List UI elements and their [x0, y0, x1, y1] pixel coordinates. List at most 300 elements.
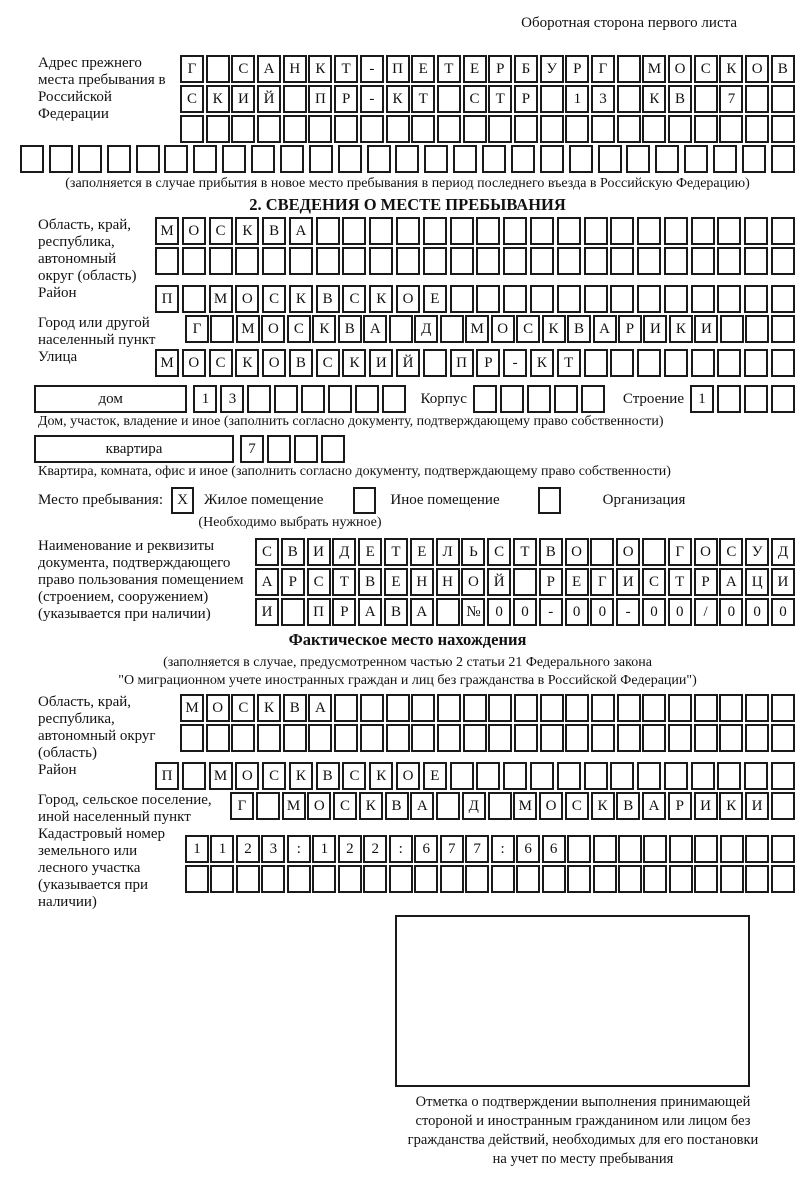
char-cell[interactable]: А — [289, 217, 313, 245]
char-cell[interactable] — [280, 145, 304, 173]
char-cell[interactable] — [745, 694, 769, 722]
char-cell[interactable] — [617, 115, 641, 143]
char-cell[interactable]: 1 — [185, 835, 209, 863]
char-cell[interactable] — [565, 115, 589, 143]
char-cell[interactable] — [360, 694, 384, 722]
char-cell[interactable]: С — [231, 694, 255, 722]
char-cell[interactable] — [584, 217, 608, 245]
char-cell[interactable]: С — [487, 538, 511, 566]
char-cell[interactable]: М — [155, 349, 179, 377]
char-cell[interactable]: С — [342, 285, 366, 313]
char-cell[interactable]: Т — [437, 55, 461, 83]
char-cell[interactable]: 0 — [513, 598, 537, 626]
char-cell[interactable]: 6 — [414, 835, 438, 863]
char-cell[interactable] — [744, 385, 768, 413]
char-cell[interactable] — [664, 285, 688, 313]
char-cell[interactable] — [206, 115, 230, 143]
char-cell[interactable] — [745, 835, 769, 863]
char-cell[interactable]: 6 — [542, 835, 566, 863]
char-cell[interactable] — [637, 285, 661, 313]
char-cell[interactable] — [771, 385, 795, 413]
char-cell[interactable] — [554, 385, 578, 413]
char-cell[interactable] — [691, 349, 715, 377]
char-cell[interactable] — [610, 247, 634, 275]
char-cell[interactable] — [488, 724, 512, 752]
char-cell[interactable]: С — [565, 792, 589, 820]
char-cell[interactable] — [247, 385, 271, 413]
char-cell[interactable] — [516, 865, 540, 893]
city2-row[interactable] — [230, 792, 795, 820]
char-cell[interactable]: П — [307, 598, 331, 626]
char-cell[interactable] — [334, 115, 358, 143]
char-cell[interactable]: Д — [414, 315, 438, 343]
char-cell[interactable] — [745, 115, 769, 143]
char-cell[interactable]: О — [206, 694, 230, 722]
char-cell[interactable] — [581, 385, 605, 413]
char-cell[interactable]: С — [463, 85, 487, 113]
char-cell[interactable] — [476, 285, 500, 313]
region-row-1[interactable] — [155, 217, 795, 245]
char-cell[interactable]: Е — [410, 538, 434, 566]
char-cell[interactable]: К — [719, 792, 743, 820]
char-cell[interactable]: С — [719, 538, 743, 566]
district2-row[interactable] — [155, 762, 795, 790]
char-cell[interactable]: А — [257, 55, 281, 83]
char-cell[interactable] — [745, 85, 769, 113]
char-cell[interactable] — [669, 835, 693, 863]
char-cell[interactable] — [155, 247, 179, 275]
char-cell[interactable]: № — [461, 598, 485, 626]
char-cell[interactable] — [617, 85, 641, 113]
char-cell[interactable] — [360, 115, 384, 143]
char-cell[interactable] — [745, 315, 769, 343]
char-cell[interactable] — [717, 385, 741, 413]
char-cell[interactable]: Ц — [745, 568, 769, 596]
char-cell[interactable]: В — [281, 538, 305, 566]
char-cell[interactable] — [664, 762, 688, 790]
char-cell[interactable]: 3 — [220, 385, 244, 413]
char-cell[interactable] — [617, 724, 641, 752]
region2-row-1[interactable] — [180, 694, 795, 722]
region2-row-2[interactable] — [180, 724, 795, 752]
char-cell[interactable] — [694, 115, 718, 143]
char-cell[interactable] — [617, 694, 641, 722]
char-cell[interactable]: Б — [514, 55, 538, 83]
char-cell[interactable]: К — [308, 55, 332, 83]
char-cell[interactable] — [436, 598, 460, 626]
char-cell[interactable] — [593, 835, 617, 863]
char-cell[interactable] — [476, 217, 500, 245]
char-cell[interactable] — [643, 865, 667, 893]
char-cell[interactable]: М — [155, 217, 179, 245]
char-cell[interactable]: В — [289, 349, 313, 377]
char-cell[interactable] — [482, 145, 506, 173]
char-cell[interactable] — [78, 145, 102, 173]
char-cell[interactable]: М — [642, 55, 666, 83]
char-cell[interactable]: Т — [557, 349, 581, 377]
char-cell[interactable] — [771, 145, 795, 173]
char-cell[interactable]: Г — [230, 792, 254, 820]
char-cell[interactable] — [386, 724, 410, 752]
char-cell[interactable]: И — [694, 315, 718, 343]
char-cell[interactable] — [180, 115, 204, 143]
char-cell[interactable]: Р — [334, 85, 358, 113]
char-cell[interactable] — [136, 145, 160, 173]
char-cell[interactable] — [450, 247, 474, 275]
char-cell[interactable] — [540, 85, 564, 113]
char-cell[interactable] — [367, 145, 391, 173]
char-cell[interactable]: М — [209, 285, 233, 313]
char-cell[interactable] — [414, 865, 438, 893]
char-cell[interactable] — [20, 145, 44, 173]
char-cell[interactable]: Р — [694, 568, 718, 596]
char-cell[interactable]: 0 — [719, 598, 743, 626]
char-cell[interactable] — [231, 724, 255, 752]
char-cell[interactable] — [642, 694, 666, 722]
char-cell[interactable]: М — [180, 694, 204, 722]
char-cell[interactable]: О — [307, 792, 331, 820]
char-cell[interactable] — [691, 247, 715, 275]
char-cell[interactable]: С — [287, 315, 311, 343]
char-cell[interactable]: К — [312, 315, 336, 343]
char-cell[interactable] — [610, 349, 634, 377]
char-cell[interactable] — [744, 285, 768, 313]
char-cell[interactable]: Д — [462, 792, 486, 820]
char-cell[interactable]: Р — [565, 55, 589, 83]
char-cell[interactable] — [717, 349, 741, 377]
char-cell[interactable]: И — [307, 538, 331, 566]
char-cell[interactable]: М — [209, 762, 233, 790]
char-cell[interactable] — [744, 762, 768, 790]
char-cell[interactable] — [771, 792, 795, 820]
char-cell[interactable]: В — [338, 315, 362, 343]
char-cell[interactable] — [411, 724, 435, 752]
char-cell[interactable]: В — [283, 694, 307, 722]
char-cell[interactable]: Е — [384, 568, 408, 596]
char-cell[interactable]: 7 — [440, 835, 464, 863]
char-cell[interactable]: Т — [332, 568, 356, 596]
char-cell[interactable]: 0 — [745, 598, 769, 626]
city-row[interactable] — [185, 315, 795, 343]
char-cell[interactable]: С — [642, 568, 666, 596]
char-cell[interactable] — [334, 724, 358, 752]
char-cell[interactable] — [720, 835, 744, 863]
char-cell[interactable]: С — [516, 315, 540, 343]
char-cell[interactable] — [257, 115, 281, 143]
char-cell[interactable] — [395, 145, 419, 173]
char-cell[interactable] — [193, 145, 217, 173]
char-cell[interactable] — [437, 115, 461, 143]
char-cell[interactable] — [476, 247, 500, 275]
char-cell[interactable] — [411, 115, 435, 143]
char-cell[interactable]: К — [257, 694, 281, 722]
char-cell[interactable] — [503, 247, 527, 275]
char-cell[interactable]: М — [236, 315, 260, 343]
char-cell[interactable]: 7 — [465, 835, 489, 863]
char-cell[interactable] — [771, 694, 795, 722]
char-cell[interactable] — [316, 247, 340, 275]
char-cell[interactable] — [530, 762, 554, 790]
char-cell[interactable] — [530, 217, 554, 245]
cadastral-row-1[interactable] — [185, 835, 795, 863]
char-cell[interactable] — [488, 115, 512, 143]
char-cell[interactable]: С — [342, 762, 366, 790]
char-cell[interactable]: К — [289, 762, 313, 790]
char-cell[interactable] — [287, 865, 311, 893]
char-cell[interactable]: К — [206, 85, 230, 113]
char-cell[interactable] — [719, 115, 743, 143]
char-cell[interactable] — [360, 724, 384, 752]
char-cell[interactable]: Г — [180, 55, 204, 83]
char-cell[interactable]: 1 — [210, 835, 234, 863]
char-cell[interactable]: И — [616, 568, 640, 596]
char-cell[interactable] — [771, 85, 795, 113]
char-cell[interactable]: К — [235, 217, 259, 245]
char-cell[interactable] — [503, 762, 527, 790]
char-cell[interactable] — [684, 145, 708, 173]
char-cell[interactable]: К — [719, 55, 743, 83]
char-cell[interactable] — [206, 724, 230, 752]
char-cell[interactable]: Е — [411, 55, 435, 83]
char-cell[interactable] — [363, 865, 387, 893]
char-cell[interactable]: Р — [488, 55, 512, 83]
char-cell[interactable]: Е — [358, 538, 382, 566]
char-cell[interactable]: 1 — [193, 385, 217, 413]
char-cell[interactable] — [500, 385, 524, 413]
char-cell[interactable] — [488, 792, 512, 820]
char-cell[interactable] — [771, 285, 795, 313]
char-cell[interactable] — [694, 85, 718, 113]
char-cell[interactable] — [694, 694, 718, 722]
char-cell[interactable] — [557, 247, 581, 275]
char-cell[interactable]: А — [410, 792, 434, 820]
char-cell[interactable]: И — [771, 568, 795, 596]
char-cell[interactable] — [453, 145, 477, 173]
char-cell[interactable]: 3 — [261, 835, 285, 863]
char-cell[interactable]: Л — [436, 538, 460, 566]
char-cell[interactable]: С — [262, 285, 286, 313]
char-cell[interactable]: В — [358, 568, 382, 596]
char-cell[interactable]: Р — [514, 85, 538, 113]
char-cell[interactable]: О — [539, 792, 563, 820]
char-cell[interactable] — [316, 217, 340, 245]
char-cell[interactable]: 3 — [591, 85, 615, 113]
char-cell[interactable]: О — [491, 315, 515, 343]
char-cell[interactable]: Й — [396, 349, 420, 377]
char-cell[interactable]: 0 — [590, 598, 614, 626]
char-cell[interactable]: О — [262, 349, 286, 377]
char-cell[interactable] — [717, 217, 741, 245]
char-cell[interactable]: Р — [281, 568, 305, 596]
char-cell[interactable] — [396, 217, 420, 245]
char-cell[interactable]: Р — [476, 349, 500, 377]
char-cell[interactable] — [557, 217, 581, 245]
char-cell[interactable]: А — [642, 792, 666, 820]
char-cell[interactable]: Т — [488, 85, 512, 113]
char-cell[interactable]: : — [287, 835, 311, 863]
char-cell[interactable]: П — [386, 55, 410, 83]
prev-address-row-1[interactable] — [180, 55, 795, 83]
char-cell[interactable] — [49, 145, 73, 173]
document-row-2[interactable] — [255, 568, 795, 596]
char-cell[interactable]: О — [235, 285, 259, 313]
char-cell[interactable] — [463, 115, 487, 143]
checkbox-other-premises[interactable] — [353, 487, 376, 514]
char-cell[interactable]: К — [669, 315, 693, 343]
char-cell[interactable] — [591, 694, 615, 722]
char-cell[interactable] — [423, 349, 447, 377]
char-cell[interactable]: К — [369, 285, 393, 313]
char-cell[interactable] — [450, 285, 474, 313]
char-cell[interactable] — [618, 835, 642, 863]
char-cell[interactable]: А — [363, 315, 387, 343]
char-cell[interactable]: О — [235, 762, 259, 790]
char-cell[interactable]: В — [668, 85, 692, 113]
char-cell[interactable]: Г — [668, 538, 692, 566]
prev-address-row-2[interactable] — [180, 85, 795, 113]
char-cell[interactable]: Е — [423, 285, 447, 313]
char-cell[interactable]: М — [513, 792, 537, 820]
char-cell[interactable] — [488, 694, 512, 722]
char-cell[interactable] — [637, 247, 661, 275]
char-cell[interactable] — [745, 865, 769, 893]
prev-address-row-4[interactable] — [20, 145, 795, 173]
char-cell[interactable]: Й — [257, 85, 281, 113]
char-cell[interactable]: И — [745, 792, 769, 820]
char-cell[interactable]: 1 — [690, 385, 714, 413]
char-cell[interactable]: - — [503, 349, 527, 377]
apartment-cells[interactable] — [240, 435, 345, 463]
char-cell[interactable]: Н — [283, 55, 307, 83]
char-cell[interactable]: О — [616, 538, 640, 566]
korpus-cells[interactable] — [473, 385, 605, 413]
char-cell[interactable] — [222, 145, 246, 173]
char-cell[interactable] — [771, 247, 795, 275]
char-cell[interactable] — [210, 865, 234, 893]
char-cell[interactable]: В — [616, 792, 640, 820]
char-cell[interactable] — [289, 247, 313, 275]
char-cell[interactable]: 7 — [719, 85, 743, 113]
stroenie-cells[interactable] — [690, 385, 795, 413]
char-cell[interactable] — [309, 145, 333, 173]
char-cell[interactable] — [771, 865, 795, 893]
char-cell[interactable] — [386, 694, 410, 722]
char-cell[interactable] — [436, 792, 460, 820]
char-cell[interactable] — [185, 865, 209, 893]
char-cell[interactable] — [463, 724, 487, 752]
char-cell[interactable] — [301, 385, 325, 413]
char-cell[interactable] — [423, 217, 447, 245]
char-cell[interactable] — [771, 115, 795, 143]
prev-address-row-3[interactable] — [180, 115, 795, 143]
char-cell[interactable] — [164, 145, 188, 173]
char-cell[interactable] — [598, 145, 622, 173]
char-cell[interactable]: Р — [618, 315, 642, 343]
char-cell[interactable] — [511, 145, 535, 173]
char-cell[interactable]: О — [182, 349, 206, 377]
char-cell[interactable] — [424, 145, 448, 173]
char-cell[interactable]: - — [616, 598, 640, 626]
char-cell[interactable] — [610, 285, 634, 313]
char-cell[interactable]: Е — [423, 762, 447, 790]
char-cell[interactable]: С — [231, 55, 255, 83]
char-cell[interactable] — [389, 865, 413, 893]
char-cell[interactable]: 0 — [565, 598, 589, 626]
char-cell[interactable] — [713, 145, 737, 173]
char-cell[interactable] — [744, 247, 768, 275]
char-cell[interactable]: О — [261, 315, 285, 343]
char-cell[interactable]: К — [530, 349, 554, 377]
char-cell[interactable] — [540, 724, 564, 752]
char-cell[interactable] — [182, 285, 206, 313]
char-cell[interactable] — [643, 835, 667, 863]
char-cell[interactable] — [386, 115, 410, 143]
char-cell[interactable]: С — [180, 85, 204, 113]
char-cell[interactable]: Р — [668, 792, 692, 820]
char-cell[interactable]: П — [155, 285, 179, 313]
char-cell[interactable] — [491, 865, 515, 893]
char-cell[interactable] — [514, 694, 538, 722]
char-cell[interactable]: М — [282, 792, 306, 820]
char-cell[interactable]: А — [358, 598, 382, 626]
char-cell[interactable] — [584, 349, 608, 377]
char-cell[interactable] — [450, 217, 474, 245]
char-cell[interactable]: Т — [334, 55, 358, 83]
char-cell[interactable] — [437, 694, 461, 722]
char-cell[interactable]: - — [360, 85, 384, 113]
char-cell[interactable] — [584, 285, 608, 313]
char-cell[interactable]: С — [333, 792, 357, 820]
char-cell[interactable]: И — [369, 349, 393, 377]
char-cell[interactable]: А — [719, 568, 743, 596]
document-row-1[interactable] — [255, 538, 795, 566]
char-cell[interactable]: К — [359, 792, 383, 820]
checkbox-organization[interactable] — [538, 487, 561, 514]
char-cell[interactable] — [668, 724, 692, 752]
char-cell[interactable] — [557, 285, 581, 313]
char-cell[interactable] — [642, 115, 666, 143]
char-cell[interactable]: Г — [590, 568, 614, 596]
char-cell[interactable]: К — [289, 285, 313, 313]
char-cell[interactable] — [717, 247, 741, 275]
char-cell[interactable]: А — [308, 694, 332, 722]
char-cell[interactable] — [257, 724, 281, 752]
char-cell[interactable] — [527, 385, 551, 413]
char-cell[interactable] — [342, 217, 366, 245]
char-cell[interactable] — [771, 315, 795, 343]
char-cell[interactable]: Е — [565, 568, 589, 596]
char-cell[interactable] — [294, 435, 318, 463]
char-cell[interactable] — [530, 285, 554, 313]
char-cell[interactable]: 2 — [363, 835, 387, 863]
region-row-2[interactable] — [155, 247, 795, 275]
char-cell[interactable]: О — [461, 568, 485, 596]
char-cell[interactable] — [411, 694, 435, 722]
char-cell[interactable]: В — [316, 285, 340, 313]
char-cell[interactable] — [267, 435, 291, 463]
char-cell[interactable]: С — [316, 349, 340, 377]
char-cell[interactable] — [503, 217, 527, 245]
char-cell[interactable] — [262, 247, 286, 275]
char-cell[interactable]: С — [209, 217, 233, 245]
char-cell[interactable] — [584, 247, 608, 275]
char-cell[interactable]: С — [209, 349, 233, 377]
char-cell[interactable]: В — [262, 217, 286, 245]
char-cell[interactable] — [610, 762, 634, 790]
char-cell[interactable]: 2 — [236, 835, 260, 863]
char-cell[interactable]: И — [643, 315, 667, 343]
char-cell[interactable] — [617, 55, 641, 83]
